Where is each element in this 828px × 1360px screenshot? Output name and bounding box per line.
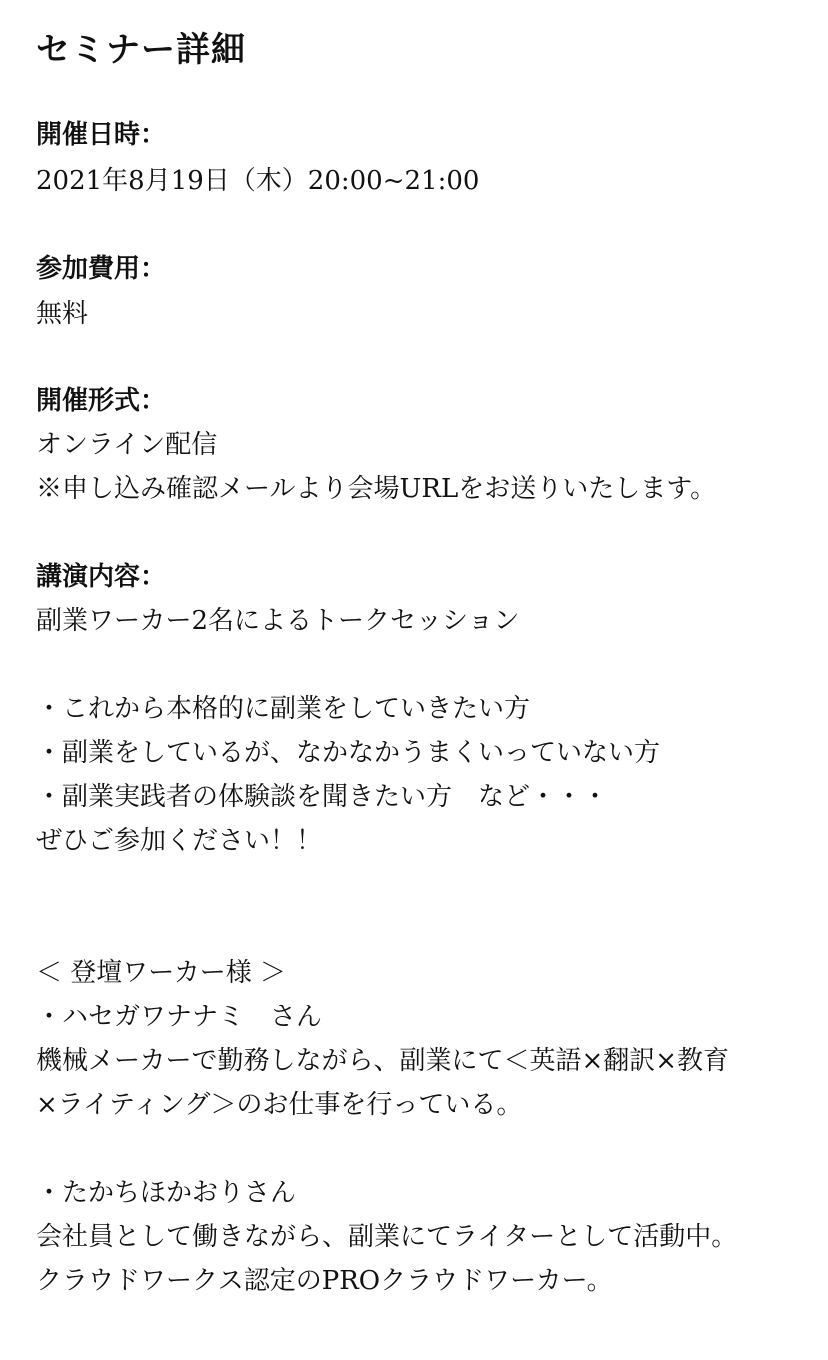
target-audience-item: ・副業をしているが、なかなかうまくいっていない方 [36,738,661,768]
content-label: 講演内容： [36,562,167,592]
speaker-description: 会社員として働きながら、副業にてライターとして活動中。 [36,1222,738,1252]
speaker-description: 機械メーカーで勤務しながら、副業にて＜英語×翻訳×教育 [36,1046,730,1076]
date-label: 開催日時： [36,120,167,150]
content-value: 副業ワーカー2名によるトークセッション [36,606,520,636]
speaker-description: クラウドワークス認定のPROクラウドワーカー。 [36,1266,613,1296]
speaker-name: ・たかちほかおりさん [36,1178,297,1208]
format-note: ※申し込み確認メールより会場URLをお送りいたします。 [36,474,717,504]
target-audience-item: ・副業実践者の体験談を聞きたい方 など・・・ [36,782,609,812]
speaker-name: ・ハセガワナナミ さん [36,1002,323,1032]
format-value: オンライン配信 [36,430,218,460]
speaker-description: ×ライティング＞のお仕事を行っている。 [36,1090,523,1120]
target-audience-item: ・これから本格的に副業をしていきたい方 [36,694,531,724]
fee-value: 無料 [36,299,89,329]
format-label: 開催形式： [36,386,167,416]
fee-label: 参加費用： [36,254,167,284]
speakers-heading: ＜ 登壇ワーカー様 ＞ [36,958,287,988]
page-title: セミナー詳細 [36,30,246,70]
date-value: 2021年8月19日（木）20:00~21:00 [36,166,480,196]
invitation-text: ぜひご参加ください！！ [36,826,323,856]
